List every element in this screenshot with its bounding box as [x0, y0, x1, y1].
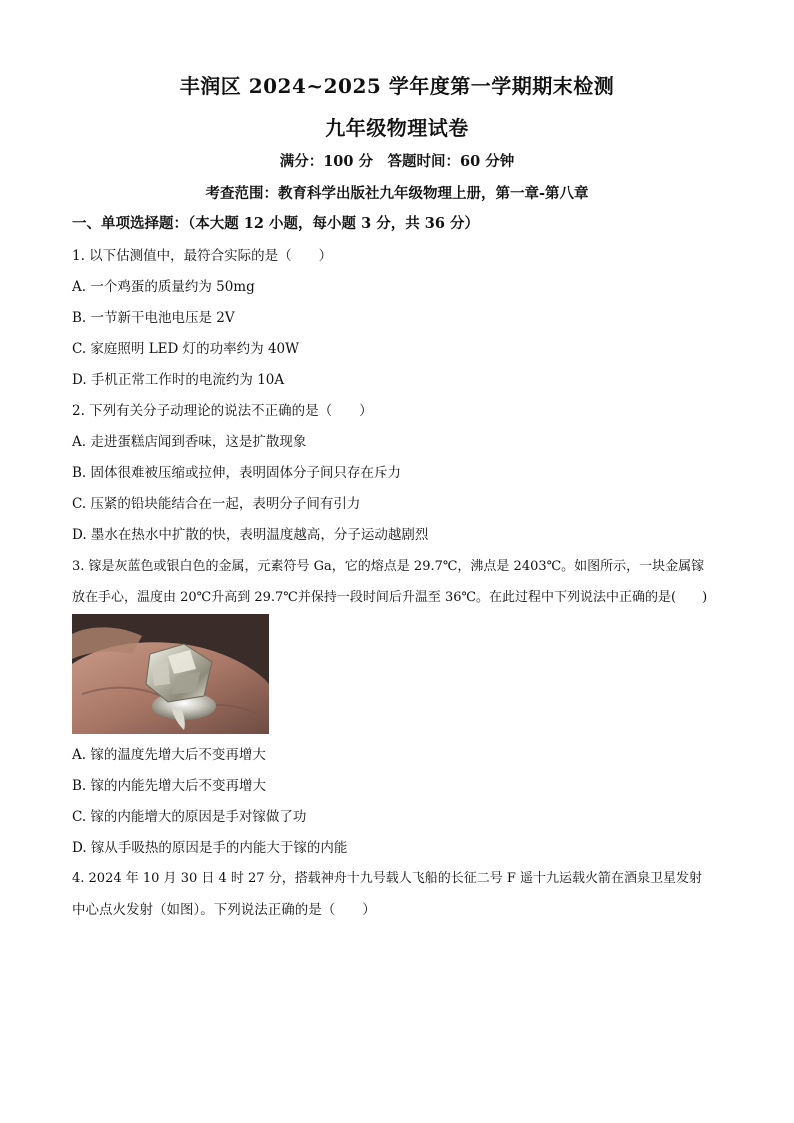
- question-3-option-c: C. 镓的内能增大的原因是手对镓做了功: [72, 809, 307, 825]
- question-1-stem: 1. 以下估测值中，最符合实际的是（ ）: [72, 248, 333, 264]
- question-2-option-a: A. 走进蛋糕店闻到香味，这是扩散现象: [72, 434, 307, 450]
- question-1-option-d: D. 手机正常工作时的电流约为 10A: [72, 372, 285, 388]
- question-2-option-b: B. 固体很难被压缩或拉伸，表明固体分子间只存在斥力: [72, 465, 402, 481]
- question-3-stem-line1: 3. 镓是灰蓝色或银白色的金属，元素符号 Ga，它的熔点是 29.7℃，沸点是 2403℃。如图所示，一块金属镓: [72, 559, 705, 574]
- exam-subtitle: 九年级物理试卷: [325, 116, 469, 140]
- question-3-option-b: B. 镓的内能先增大后不变再增大: [72, 778, 267, 794]
- question-3-option-d: D. 镓从手吸热的原因是手的内能大于镓的内能: [72, 840, 348, 856]
- question-2-stem: 2. 下列有关分子动理论的说法不正确的是（ ）: [72, 403, 373, 419]
- gallium-in-hand-photo: [72, 614, 269, 734]
- question-1-option-c: C. 家庭照明 LED 灯的功率约为 40W: [72, 341, 300, 357]
- question-3-option-a: A. 镓的温度先增大后不变再增大: [72, 747, 266, 763]
- question-3-stem-line2: 放在手心，温度由 20℃升高到 29.7℃并保持一段时间后升温至 36℃。在此过程中下列说法中正确的是( ): [72, 590, 708, 605]
- question-4-stem-line2: 中心点火发射（如图）。下列说法正确的是（ ）: [72, 902, 376, 918]
- exam-title: 丰润区 2024~2025 学年度第一学期期末检测: [179, 74, 615, 98]
- question-1-option-b: B. 一节新干电池电压是 2V: [72, 310, 235, 326]
- score-time-info: 满分：100 分 答题时间：60 分钟: [279, 153, 515, 170]
- question-2-option-c: C. 压紧的铅块能结合在一起，表明分子间有引力: [72, 496, 361, 512]
- section-heading: 一、单项选择题：（本大题 12 小题，每小题 3 分，共 36 分）: [72, 215, 479, 232]
- question-2-option-d: D. 墨水在热水中扩散的快，表明温度越高，分子运动越剧烈: [72, 527, 429, 543]
- exam-scope: 考查范围：教育科学出版社九年级物理上册，第一章-第八章: [205, 185, 589, 202]
- gallium-photo-illustration: [72, 614, 269, 734]
- question-4-stem-line1: 4. 2024 年 10 月 30 日 4 时 27 分，搭载神舟十九号载人飞船的长征二号 F 遥十九运载火箭在酒泉卫星发射: [72, 871, 702, 886]
- question-1-option-a: A. 一个鸡蛋的质量约为 50mg: [72, 279, 255, 295]
